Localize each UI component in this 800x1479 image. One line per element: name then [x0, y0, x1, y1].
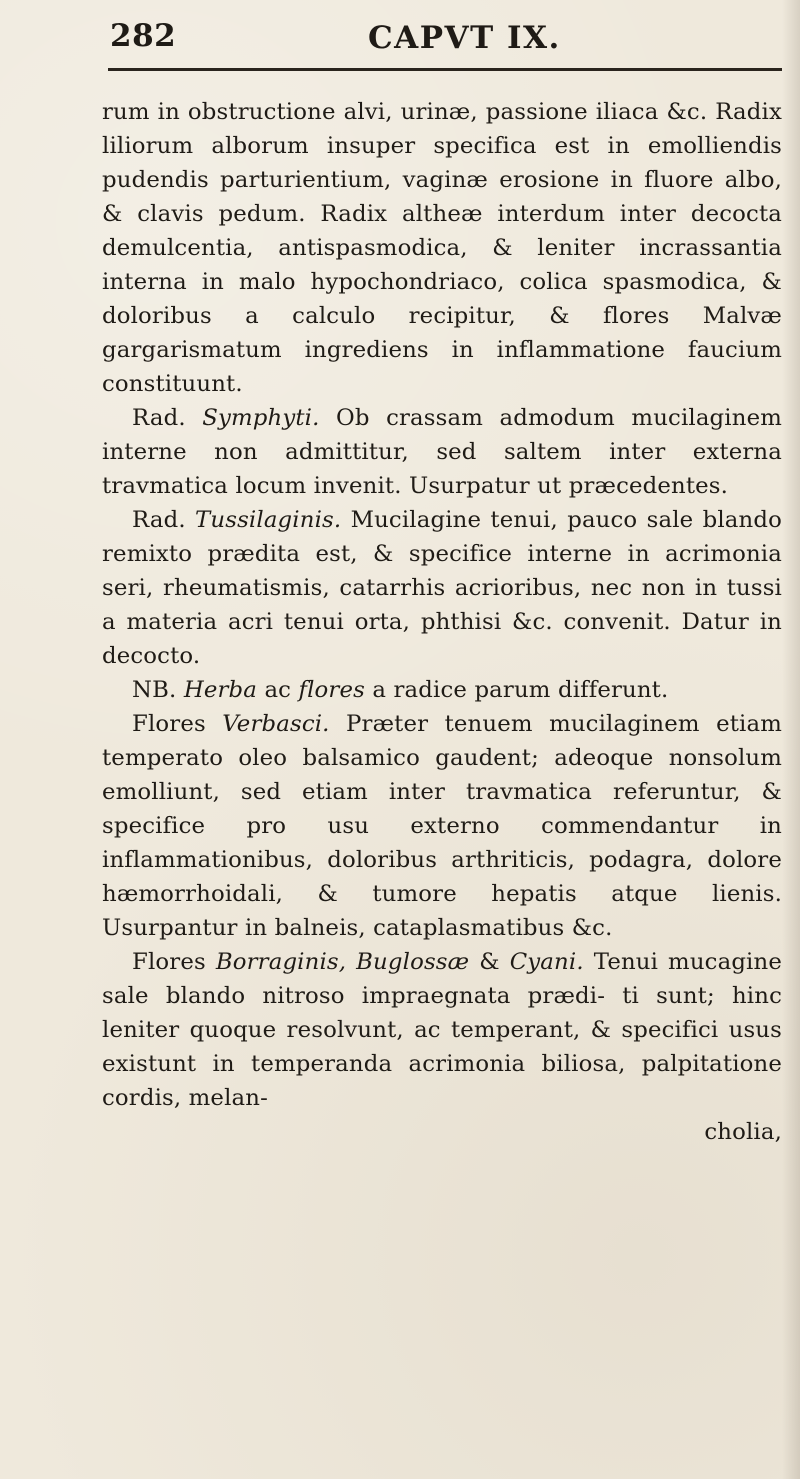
entry-label: Flores [132, 711, 206, 737]
entry-name: Verbasci. [222, 711, 330, 737]
header-rule [108, 68, 782, 71]
entry-label: NB. [132, 677, 177, 703]
paragraph-borraginis [102, 945, 782, 1115]
page-edge-shadow [782, 0, 800, 1479]
entry-name: Borraginis, [215, 949, 347, 975]
running-head [110, 16, 760, 56]
paragraph-verbasci [102, 707, 782, 945]
entry-label: Rad. [132, 405, 186, 431]
entry-name: Cyani. [509, 949, 584, 975]
entry-name: Herba [183, 677, 258, 703]
entry-name: Symphyti. [202, 405, 320, 431]
page-number: 282 [110, 18, 177, 54]
entry-name: flores [298, 677, 365, 703]
entry-text: Præter tenuem mucilaginem etiam temperato oleo balsamico gaudent; adeoque nonsolum emolliunt, sed etiam inter travmatica referuntur, & specifice pro usu externo commendantur in inflammationibus, doloribus arthriticis, podagra, dolore hæmorrhoidali, & tumore hepatis atque lienis. Usurpantur in balneis, cataplasmatibus &c. [102, 711, 782, 941]
catchword: cholia, [704, 1119, 782, 1145]
entry-label: Flores [132, 949, 206, 975]
paragraph-nota-bene [102, 673, 782, 707]
entry-text: a radice parum differunt. [372, 677, 669, 703]
entry-text: Mucilagine tenui, pauco sale blando remixto prædita est, & specifice interne in acrimonia seri, rheumatismis, catarrhis acrioribus, nec non in tussi a materia acri tenui orta, phthisi &c. convenit. Datur in decocto. [102, 507, 782, 669]
paragraph-symphyti [102, 401, 782, 503]
entry-connector: & [479, 949, 500, 975]
entry-name: Buglossæ [356, 949, 470, 975]
body-text [102, 95, 782, 1149]
entry-label: Rad. [132, 507, 186, 533]
entry-text: Ob crassam admodum mucilaginem interne non admittitur, sed saltem inter externa travmatica locum invenit. Usurpatur ut præcedentes. [102, 405, 782, 499]
paragraph-tussilaginis [102, 503, 782, 673]
paragraph-continuation: rum in obstructione alvi, urinæ, passione iliaca &c. Radix liliorum alborum insuper specifica est in emolliendis pudendis parturientium, vaginæ erosione in fluore albo, & clavis pedum. Radix altheæ interdum inter decocta demulcentia, antispasmodica, & leniter incrassantia interna in malo hypochondriaco, colica spasmodica, & doloribus a calculo recipitur, & flores Malvæ gargarismatum ingrediens in inflammatione faucium constituunt. [102, 99, 782, 397]
entry-text: Tenui mucagine sale blando nitroso impraegnata prædi- ti sunt; hinc leniter quoque resolvunt, ac temperant, & specifici usus existunt in temperanda acrimonia biliosa, palpitatione cordis, melan- [102, 949, 782, 1111]
chapter-title: CAPVT IX. [368, 20, 561, 56]
entry-name: Tussilaginis. [195, 507, 342, 533]
entry-connector: ac [264, 677, 292, 703]
catchword-wrap [102, 1115, 782, 1149]
